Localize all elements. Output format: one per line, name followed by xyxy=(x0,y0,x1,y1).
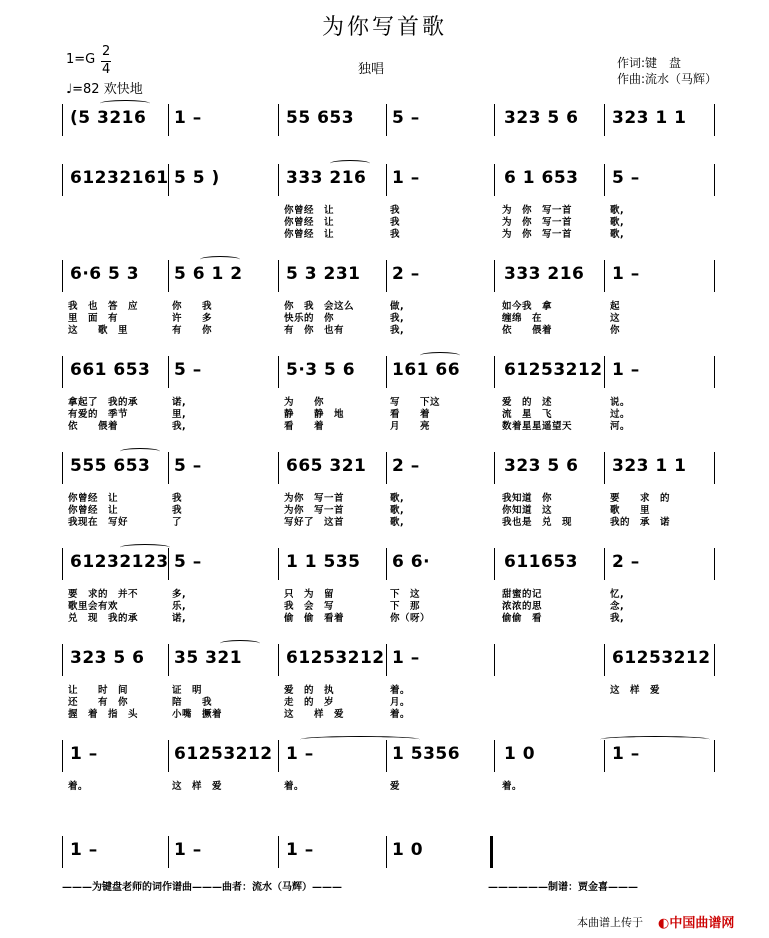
lyric-text: 歌, xyxy=(390,517,405,528)
bar-line xyxy=(62,548,63,580)
lyric-text: 你知道 这 xyxy=(502,505,553,516)
measure-notes: 665 321 xyxy=(286,456,367,476)
staff-row xyxy=(0,258,769,298)
slur-mark xyxy=(300,736,420,743)
lyric-text: 着。 xyxy=(502,781,523,792)
lyric-text: 我 会 写 xyxy=(284,601,335,612)
bar-line xyxy=(62,104,63,136)
staff-row xyxy=(0,642,769,682)
staff-row xyxy=(0,834,769,874)
measure-notes: 323 1 1 xyxy=(612,108,687,128)
lyric-text: 你（呀） xyxy=(390,613,431,624)
tempo-marking: ♩=82 欢快地 xyxy=(66,82,143,97)
measure-notes: 323 5 6 xyxy=(504,108,579,128)
lyric-text: 我 也 答 应 xyxy=(68,301,139,312)
measure-notes: 333 216 xyxy=(504,264,585,284)
bar-line xyxy=(714,548,715,580)
lyric-text: 说。 xyxy=(610,397,631,408)
bar-line xyxy=(62,356,63,388)
bar-line xyxy=(386,836,387,868)
lyric-text: 偷 偷 看着 xyxy=(284,613,345,624)
lyric-text: 念, xyxy=(610,601,625,612)
lyric-text: 许 多 xyxy=(172,313,213,324)
bar-line xyxy=(494,164,495,196)
lyric-text: 你 我 会这么 xyxy=(284,301,355,312)
staff-row xyxy=(0,354,769,394)
measure-notes: 5 – xyxy=(174,456,202,476)
bar-line xyxy=(278,836,279,868)
lyric-text: 有 你 也有 xyxy=(284,325,345,336)
bar-line xyxy=(714,740,715,772)
lyric-text: 你曾经 让 xyxy=(284,229,335,240)
lyric-text: 我现在 写好 xyxy=(68,517,129,528)
lyric-text: 我, xyxy=(390,325,405,336)
lyric-text: 依 偎着 xyxy=(68,421,119,432)
lyric-text: 缠绵 在 xyxy=(502,313,543,324)
lyric-text: 写好了 这首 xyxy=(284,517,345,528)
measure-notes: 61232123 xyxy=(70,552,169,572)
lyric-text: 我的 承 诺 xyxy=(610,517,671,528)
lyric-text: 着。 xyxy=(68,781,89,792)
bar-line xyxy=(278,452,279,484)
bar-line xyxy=(62,164,63,196)
measure-notes: 6 6· xyxy=(392,552,431,572)
measure-notes: 1 – xyxy=(286,744,314,764)
bar-line xyxy=(494,260,495,292)
measure-notes: 1 0 xyxy=(504,744,536,764)
bar-line xyxy=(604,260,605,292)
bar-line xyxy=(714,644,715,676)
measure-notes: 5·3 5 6 xyxy=(286,360,356,380)
lyric-text: 快乐的 你 xyxy=(284,313,335,324)
measure-notes: 61253212 xyxy=(612,648,711,668)
lyric-text: 我 xyxy=(172,505,183,516)
composer-credit: 作曲:流水（马辉） xyxy=(617,72,718,86)
staff-row xyxy=(0,162,769,202)
bar-line xyxy=(386,164,387,196)
lyric-text: 乐, xyxy=(172,601,187,612)
logo-label: 中国曲谱网 xyxy=(669,916,735,931)
bar-line xyxy=(604,644,605,676)
bar-line xyxy=(168,260,169,292)
lyric-text: 歌, xyxy=(610,205,625,216)
lyric-text: 为你 写一首 xyxy=(284,493,345,504)
bar-line xyxy=(494,452,495,484)
bar-line xyxy=(386,740,387,772)
time-signature-top: 2 xyxy=(102,44,111,59)
lyric-text: 忆, xyxy=(610,589,625,600)
lyric-text: 我也是 兑 现 xyxy=(502,517,573,528)
bar-line xyxy=(714,164,715,196)
measure-notes: 61253212 xyxy=(286,648,385,668)
measure-notes: (5 3216 xyxy=(70,108,147,128)
lyric-text: 还 有 你 xyxy=(68,697,129,708)
lyric-text: 依 偎着 xyxy=(502,325,553,336)
bar-line xyxy=(386,260,387,292)
lyric-text: 拿起了 我的承 xyxy=(68,397,139,408)
bar-line xyxy=(714,356,715,388)
footer-credit-left: ———为键盘老师的词作谱曲———曲者：流水（马辉）——— xyxy=(62,882,342,893)
measure-notes: 35 321 xyxy=(174,648,243,668)
bar-line xyxy=(168,836,169,868)
lyric-text: 着。 xyxy=(390,685,411,696)
lyric-text: 歌 里 xyxy=(610,505,651,516)
lyric-text: 你曾经 让 xyxy=(68,505,119,516)
measure-notes: 5 6 1 2 xyxy=(174,264,243,284)
lyric-text: 歌, xyxy=(610,217,625,228)
lyric-text: 看 着 xyxy=(390,409,431,420)
lyric-text: 有爱的 季节 xyxy=(68,409,129,420)
measure-notes: 5 – xyxy=(612,168,640,188)
lyric-text: 我, xyxy=(172,421,187,432)
measure-notes: 1 – xyxy=(70,840,98,860)
staff-row xyxy=(0,450,769,490)
lyric-text: 里 面 有 xyxy=(68,313,119,324)
slur-mark xyxy=(600,736,710,743)
slur-mark xyxy=(200,256,240,263)
lyric-text: 你曾经 让 xyxy=(284,217,335,228)
bar-line xyxy=(278,740,279,772)
lyric-text: 你曾经 让 xyxy=(284,205,335,216)
lyric-text: 这 歌 里 xyxy=(68,325,129,336)
measure-notes: 61253212 xyxy=(174,744,273,764)
lyric-text: 爱 xyxy=(390,781,401,792)
measure-notes: 1 – xyxy=(174,108,202,128)
measure-notes: 2 – xyxy=(392,264,420,284)
slur-mark xyxy=(330,160,370,167)
lyric-text: 了 xyxy=(172,517,183,528)
bar-line xyxy=(604,548,605,580)
lyric-text: 这 样 爱 xyxy=(610,685,661,696)
bar-line xyxy=(714,260,715,292)
lyric-text: 月。 xyxy=(390,697,411,708)
footer-credit-right: ——————制谱：贾金喜——— xyxy=(488,882,638,893)
measure-notes: 1 1 535 xyxy=(286,552,361,572)
measure-notes: 1 – xyxy=(70,744,98,764)
lyric-text: 歌, xyxy=(390,493,405,504)
measure-notes: 333 216 xyxy=(286,168,367,188)
bar-line xyxy=(278,104,279,136)
bar-line xyxy=(604,356,605,388)
lyric-text: 歌, xyxy=(390,505,405,516)
lyric-text: 我, xyxy=(610,613,625,624)
measure-notes: 1 5356 xyxy=(392,744,461,764)
lyric-text: 爱 的 执 xyxy=(284,685,335,696)
bar-line xyxy=(278,356,279,388)
measure-notes: 323 1 1 xyxy=(612,456,687,476)
lyric-text: 诺, xyxy=(172,613,187,624)
bar-line xyxy=(604,164,605,196)
bar-line xyxy=(62,644,63,676)
performance-mode: 独唱 xyxy=(358,62,385,77)
lyric-text: 数着星星遥望天 xyxy=(502,421,573,432)
lyric-text: 写 下这 xyxy=(390,397,441,408)
measure-notes: 1 – xyxy=(174,840,202,860)
lyric-text: 为 你 写一首 xyxy=(502,229,573,240)
lyric-text: 我知道 你 xyxy=(502,493,553,504)
measure-notes: 2 – xyxy=(612,552,640,572)
key-signature: 1=G xyxy=(66,52,96,67)
bar-line xyxy=(490,836,493,868)
measure-notes: 1 – xyxy=(612,744,640,764)
lyric-text: 偷偷 看 xyxy=(502,613,543,624)
measure-notes: 1 – xyxy=(612,264,640,284)
bar-line xyxy=(604,104,605,136)
lyric-text: 走 的 岁 xyxy=(284,697,335,708)
lyric-text: 为你 写一首 xyxy=(284,505,345,516)
measure-notes: 5 – xyxy=(174,552,202,572)
lyric-text: 着。 xyxy=(390,709,411,720)
lyric-text: 有 你 xyxy=(172,325,213,336)
lyric-text: 你 我 xyxy=(172,301,213,312)
staff-row xyxy=(0,738,769,778)
measure-notes: 5 – xyxy=(392,108,420,128)
bar-line xyxy=(168,452,169,484)
lyric-text: 陪 我 xyxy=(172,697,213,708)
lyric-text: 诺, xyxy=(172,397,187,408)
measure-notes: 5 5 ) xyxy=(174,168,220,188)
lyric-text: 下 这 xyxy=(390,589,421,600)
bar-line xyxy=(386,452,387,484)
bar-line xyxy=(714,104,715,136)
lyric-text: 我 xyxy=(172,493,183,504)
lyric-text: 甜蜜的记 xyxy=(502,589,543,600)
lyric-text: 看 着 xyxy=(284,421,325,432)
lyric-text: 这 样 爱 xyxy=(172,781,223,792)
bar-line xyxy=(386,104,387,136)
measure-notes: 1 – xyxy=(612,360,640,380)
measure-notes: 661 653 xyxy=(70,360,151,380)
bar-line xyxy=(494,356,495,388)
lyric-text: 兑 现 我的承 xyxy=(68,613,139,624)
logo-icon: ◐ xyxy=(658,916,670,931)
measure-notes: 6·6 5 3 xyxy=(70,264,140,284)
measure-notes: 323 5 6 xyxy=(504,456,579,476)
lyric-text: 着。 xyxy=(284,781,305,792)
measure-notes: 323 5 6 xyxy=(70,648,145,668)
lyric-text: 要 求的 并不 xyxy=(68,589,139,600)
measure-notes: 5 – xyxy=(174,360,202,380)
lyric-text: 浓浓的思 xyxy=(502,601,543,612)
lyric-text: 爱 的 述 xyxy=(502,397,553,408)
slur-mark xyxy=(120,448,160,455)
lyric-text: 证 明 xyxy=(172,685,203,696)
measure-notes: 55 653 xyxy=(286,108,355,128)
measure-notes: 161 66 xyxy=(392,360,461,380)
measure-notes: 61232161 xyxy=(70,168,169,188)
lyric-text: 我 xyxy=(390,217,401,228)
bar-line xyxy=(278,164,279,196)
lyric-text: 要 求 的 xyxy=(610,493,671,504)
slur-mark xyxy=(220,640,260,647)
lyric-text: 起 xyxy=(610,301,621,312)
lyric-text: 里, xyxy=(172,409,187,420)
measure-notes: 5 3 231 xyxy=(286,264,361,284)
bar-line xyxy=(168,104,169,136)
bar-line xyxy=(604,740,605,772)
measure-notes: 6 1 653 xyxy=(504,168,579,188)
lyric-text: 流 星 飞 xyxy=(502,409,553,420)
measure-notes: 1 0 xyxy=(392,840,424,860)
lyric-text: 握 着 指 头 xyxy=(68,709,139,720)
bar-line xyxy=(386,548,387,580)
lyric-text: 多, xyxy=(172,589,187,600)
bar-line xyxy=(494,740,495,772)
bar-line xyxy=(62,452,63,484)
slur-mark xyxy=(100,100,150,107)
bar-line xyxy=(604,452,605,484)
measure-notes: 1 – xyxy=(286,840,314,860)
lyric-text: 做, xyxy=(390,301,405,312)
slur-mark xyxy=(420,352,460,359)
lyric-text: 你曾经 让 xyxy=(68,493,119,504)
lyric-text: 让 时 间 xyxy=(68,685,129,696)
measure-notes: 1 – xyxy=(392,168,420,188)
lyric-text: 小嘴 撅着 xyxy=(172,709,223,720)
measure-notes: 1 – xyxy=(392,648,420,668)
lyric-text: 静 静 地 xyxy=(284,409,345,420)
measure-notes: 555 653 xyxy=(70,456,151,476)
lyric-text: 这 样 爱 xyxy=(284,709,345,720)
staff-row xyxy=(0,546,769,586)
lyric-text: 歌里会有欢 xyxy=(68,601,119,612)
bar-line xyxy=(168,644,169,676)
lyric-text: 这 xyxy=(610,313,621,324)
lyric-text: 我 xyxy=(390,205,401,216)
lyric-text: 歌, xyxy=(610,229,625,240)
bar-line xyxy=(386,356,387,388)
bar-line xyxy=(714,452,715,484)
bar-line xyxy=(168,356,169,388)
lyric-text: 月 亮 xyxy=(390,421,431,432)
lyric-text: 你 xyxy=(610,325,621,336)
staff-row xyxy=(0,102,769,142)
lyric-text: 我, xyxy=(390,313,405,324)
measure-notes: 611653 xyxy=(504,552,578,572)
bar-line xyxy=(278,548,279,580)
bar-line xyxy=(62,836,63,868)
bar-line xyxy=(278,260,279,292)
lyric-text: 为 你 xyxy=(284,397,325,408)
lyric-text: 过。 xyxy=(610,409,631,420)
bar-line xyxy=(494,644,495,676)
bar-line xyxy=(494,104,495,136)
lyric-text: 为 你 写一首 xyxy=(502,205,573,216)
lyricist-credit: 作词:键 盘 xyxy=(617,56,682,70)
page-title: 为你写首歌 xyxy=(321,15,447,40)
lyric-text: 如今我 拿 xyxy=(502,301,553,312)
lyric-text: 下 那 xyxy=(390,601,421,612)
measure-notes: 61253212 xyxy=(504,360,603,380)
lyric-text: 河。 xyxy=(610,421,631,432)
bar-line xyxy=(168,740,169,772)
measure-notes: 2 – xyxy=(392,456,420,476)
lyric-text: 为 你 写一首 xyxy=(502,217,573,228)
bar-line xyxy=(494,548,495,580)
bar-line xyxy=(386,644,387,676)
lyric-text: 只 为 留 xyxy=(284,589,335,600)
bar-line xyxy=(62,260,63,292)
bar-line xyxy=(278,644,279,676)
upload-text: 本曲谱上传于 xyxy=(577,916,643,929)
lyric-text: 我 xyxy=(390,229,401,240)
time-signature-bottom: 4 xyxy=(102,62,111,77)
site-logo[interactable] xyxy=(658,912,734,931)
slur-mark xyxy=(120,544,170,551)
bar-line xyxy=(62,740,63,772)
